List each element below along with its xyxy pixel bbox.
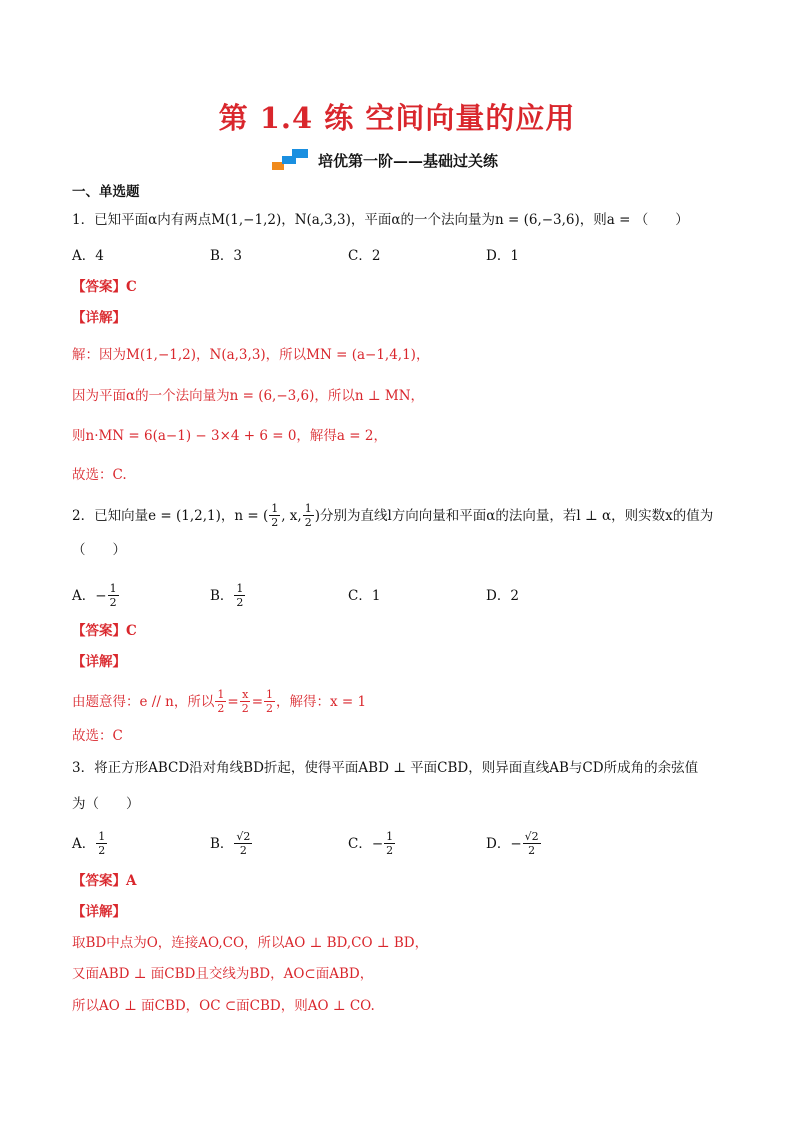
q1-solution-line-3: 则n·MN = 6(a−1) − 3×4 + 6 = 0，解得a = 2， — [72, 428, 387, 444]
q3-option-c: C．− $\frac{1}{2}$ — [348, 830, 394, 857]
q3-option-b: B． $\frac{√2}{2}$ — [210, 830, 251, 857]
q1-answer: 【答案】C — [72, 279, 137, 295]
q1-solution-line-2: 因为平面α的一个法向量为n = (6,−3,6)，所以n ⊥ MN， — [72, 388, 425, 404]
q3-solution-line-1: 取BD中点为O，连接AO,CO，所以AO ⊥ BD,CO ⊥ BD， — [72, 935, 429, 951]
q2-option-c: C．1 — [348, 588, 381, 604]
q2-stem-part-1: 2．已知向量e = (1,2,1)，n = ( — [72, 507, 269, 524]
q2-option-d: D．2 — [486, 588, 519, 604]
q3-detail-label: 【详解】 — [72, 904, 126, 920]
q2-stem-part-2: , x, — [281, 507, 302, 524]
q1-option-b: B．3 — [210, 248, 243, 264]
q2-detail-label: 【详解】 — [72, 654, 126, 670]
q1-option-a: A．4 — [72, 248, 104, 264]
q2-stem-line-2: （ ） — [72, 542, 126, 558]
q2-stem-part-3: )分别为直线l方向向量和平面α的法向量，若l ⊥ α，则实数x的值为 — [314, 507, 714, 524]
q3-stem-line-1: 3．将正方形ABCD沿对角线BD折起，使得平面ABD ⊥ 平面CBD，则异面直线AB与CD所成角的余弦值 — [72, 760, 699, 776]
q1-option-c: C．2 — [348, 248, 381, 264]
q1-detail-label: 【详解】 — [72, 310, 126, 326]
q2-fraction-half-2: $\frac{1}{2}$ — [304, 502, 312, 529]
q2-solution-line-2: 故选：C — [72, 728, 123, 744]
q3-solution-line-3: 所以AO ⊥ 面CBD，OC ⊂面CBD，则AO ⊥ CO. — [72, 998, 375, 1014]
q2-answer: 【答案】C — [72, 623, 137, 639]
q1-solution-line-4: 故选：C. — [72, 467, 127, 483]
q1-stem: 1．已知平面α内有两点M(1,−1,2)，N(a,3,3)，平面α的一个法向量为n = (6,−3,6)，则a = （ ） — [72, 212, 689, 228]
q3-stem-line-2: 为（ ） — [72, 796, 140, 812]
q3-solution-line-2: 又面ABD ⊥ 面CBD且交线为BD，AO⊂面ABD， — [72, 966, 374, 982]
q2-solution-line-1: 由题意得：e // n，所以 $\frac{1}{2}$ = $\frac{x}{2}$ = $\frac{1}{2}$ ，解得：x = 1 — [72, 688, 367, 715]
section-heading: 一、单选题 — [72, 184, 140, 200]
q1-solution-line-1: 解：因为M(1,−1,2)，N(a,3,3)，所以MN = (a−1,4,1)， — [72, 347, 430, 363]
q2-fraction-half: $\frac{1}{2}$ — [271, 502, 279, 529]
subtitle-row — [272, 148, 498, 172]
subtitle: 培优第一阶——基础过关练 — [318, 151, 499, 170]
q3-option-a: A． $\frac{1}{2}$ — [72, 830, 106, 857]
q3-option-d: D．− $\frac{√2}{2}$ — [486, 830, 539, 857]
q2-option-b: B． $\frac{1}{2}$ — [210, 582, 244, 609]
q1-option-d: D．1 — [486, 248, 519, 264]
q2-option-a: A．− $\frac{1}{2}$ — [72, 582, 117, 609]
steps-logo-icon — [272, 149, 312, 171]
page-title: 第 1.4 练 空间向量的应用 — [218, 101, 576, 135]
q2-stem — [72, 502, 713, 529]
q3-answer: 【答案】A — [72, 873, 137, 889]
